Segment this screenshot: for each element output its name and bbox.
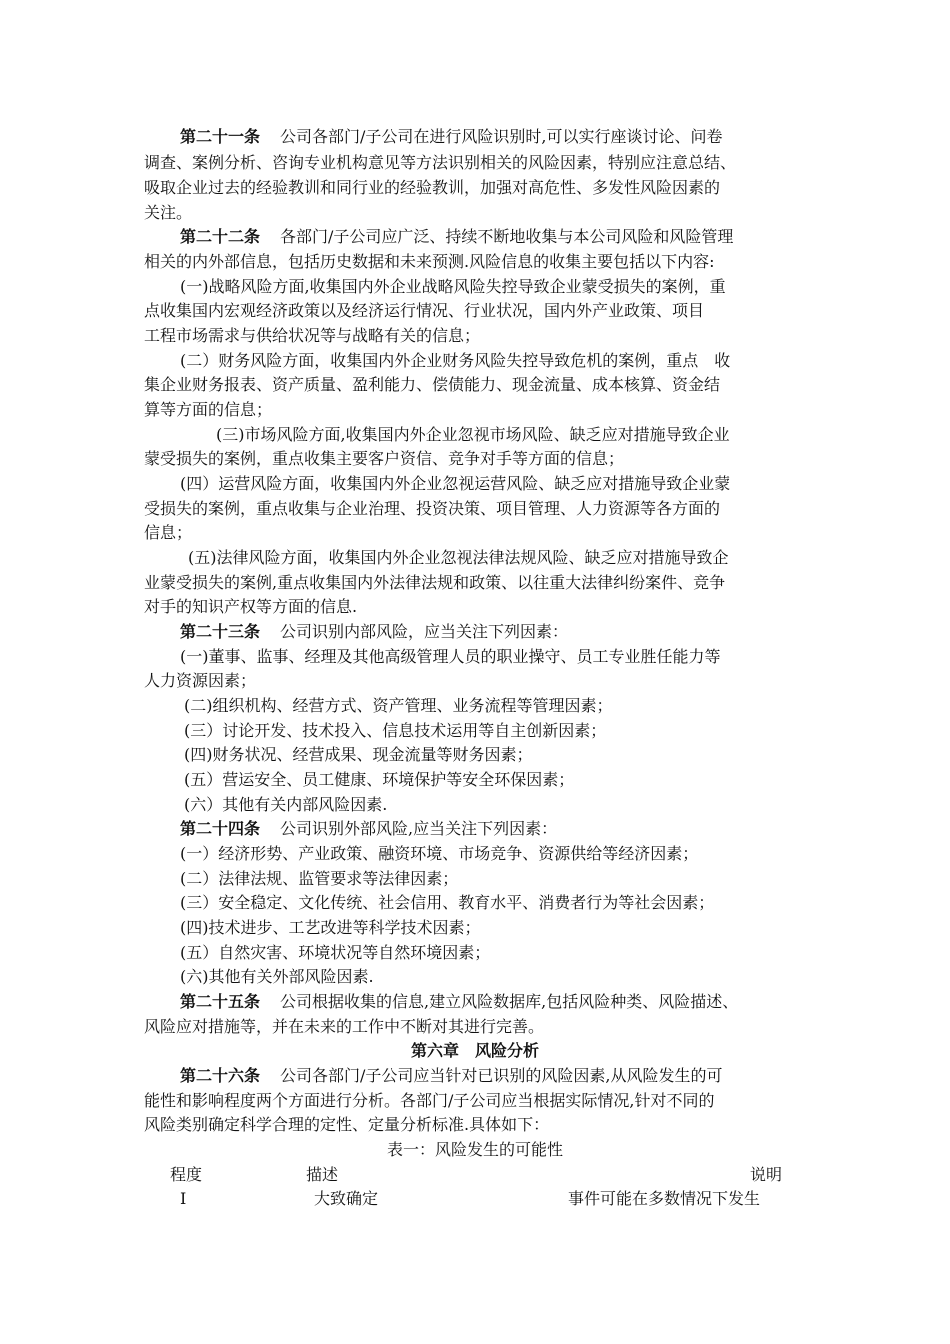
table-cell: 事件可能在多数情况下发生 <box>568 1189 761 1208</box>
list-item: (一)董事、监事、经理及其他高级管理人员的职业操守、员工专业胜任能力等 <box>180 647 721 666</box>
paragraph-line: 相关的内外部信息，包括历史数据和未来预测.风险信息的收集主要包括以下内容: <box>144 252 715 271</box>
list-item: (一）经济形势、产业政策、融资环境、市场竞争、资源供给等经济因素； <box>180 844 699 863</box>
article-heading: 第二十一条 <box>180 127 261 146</box>
table-caption: 表一：风险发生的可能性 <box>386 1140 563 1159</box>
article-heading: 第二十二条 <box>180 227 261 246</box>
paragraph-line: (三)市场风险方面,收集国内外企业忽视市场风险、缺乏应对措施导致企业 <box>216 425 730 444</box>
paragraph-line: 能性和影响程度两个方面进行分析。各部门/子公司应当根据实际情况,针对不同的 <box>144 1091 715 1110</box>
list-item: (四)财务状况、经营成果、现金流量等财务因素； <box>184 745 533 764</box>
list-item: (二)组织机构、经营方式、资产管理、业务流程等管理因素； <box>184 696 613 715</box>
paragraph-line: (一)战略风险方面,收集国内外企业战略风险失控导致企业蒙受损失的案例，重 <box>180 277 726 296</box>
article-23 <box>180 620 568 644</box>
list-item: (五）自然灾害、环境状况等自然环境因素； <box>180 943 491 962</box>
list-item: (六)其他有关外部风险因素. <box>180 967 374 986</box>
paragraph-line: 点收集国内宏观经济政策以及经济运行情况、行业状况，国内外产业政策、项目 <box>144 301 705 320</box>
article-24 <box>180 817 557 841</box>
table-header-cell: 描述 <box>306 1165 339 1184</box>
paragraph-line: 公司识别内部风险，应当关注下列因素： <box>280 622 569 641</box>
paragraph-line: 调查、案例分析、咨询专业机构意见等方法识别相关的风险因素，特别应注意总结、 <box>144 153 737 172</box>
list-item: (三）安全稳定、文化传统、社会信用、教育水平、消费者行为等社会因素； <box>180 893 715 912</box>
article-heading: 第二十四条 <box>180 819 261 838</box>
article-heading: 第二十六条 <box>180 1066 261 1085</box>
paragraph-line: 工程市场需求与供给状况等与战略有关的信息； <box>144 326 481 345</box>
paragraph-line: 受损失的案例，重点收集与企业治理、投资决策、项目管理、人力资源等各方面的 <box>144 499 721 518</box>
paragraph-line: 集企业财务报表、资产质量、盈利能力、偿债能力、现金流量、成本核算、资金结 <box>144 375 721 394</box>
paragraph-line: 业蒙受损失的案例,重点收集国内外法律法规和政策、以往重大法律纠纷案件、竞争 <box>144 573 726 592</box>
paragraph-line: 公司各部门/子公司应当针对已识别的风险因素,从风险发生的可 <box>280 1066 723 1085</box>
table-header-cell: 说明 <box>750 1165 783 1184</box>
table-header-cell: 程度 <box>170 1165 203 1184</box>
paragraph-line: (四）运营风险方面，收集国内外企业忽视运营风险、缺乏应对措施导致企业蒙 <box>180 474 731 493</box>
article-25 <box>180 990 738 1014</box>
list-item: (六）其他有关内部风险因素. <box>184 795 388 814</box>
paragraph-line: 蒙受损失的案例，重点收集主要客户资信、竞争对手等方面的信息； <box>144 449 625 468</box>
chapter-heading: 第六章 风险分析 <box>410 1041 539 1060</box>
paragraph-line: 各部门/子公司应广泛、持续不断地收集与本公司风险和风险管理 <box>280 227 734 246</box>
paragraph-line: 公司识别外部风险,应当关注下列因素： <box>280 819 558 838</box>
paragraph-line: (二）财务风险方面，收集国内外企业财务风险失控导致危机的案例，重点 收 <box>180 351 731 370</box>
paragraph-line: 公司根据收集的信息,建立风险数据库,包括风险种类、风险描述、 <box>280 992 739 1011</box>
paragraph-line: 风险应对措施等，并在未来的工作中不断对其进行完善。 <box>144 1017 545 1036</box>
paragraph-line: 风险类别确定科学合理的定性、定量分析标准.具体如下： <box>144 1115 550 1134</box>
paragraph-line: 信息； <box>144 523 193 542</box>
list-item: (四)技术进步、工艺改进等科学技术因素； <box>180 918 481 937</box>
list-item: (三）讨论开发、技术投入、信息技术运用等自主创新因素； <box>184 721 607 740</box>
list-item: 人力资源因素； <box>144 671 257 690</box>
article-22 <box>180 225 733 249</box>
paragraph-line: 算等方面的信息； <box>144 400 273 419</box>
paragraph-line: 对手的知识产权等方面的信息. <box>144 597 358 616</box>
article-heading: 第二十五条 <box>180 992 261 1011</box>
paragraph-line: 公司各部门/子公司在进行风险识别时,可以实行座谈讨论、问卷 <box>280 127 723 146</box>
list-item: (五）营运安全、员工健康、环境保护等安全环保因素； <box>184 770 575 789</box>
table-cell: 大致确定 <box>314 1189 379 1208</box>
paragraph-line: 吸取企业过去的经验教训和同行业的经验教训，加强对高危性、多发性风险因素的 <box>144 178 721 197</box>
article-heading: 第二十三条 <box>180 622 261 641</box>
article-26 <box>180 1064 723 1088</box>
list-item: (二）法律法规、监管要求等法律因素； <box>180 869 459 888</box>
paragraph-line: 关注。 <box>144 203 193 222</box>
table-cell: I <box>180 1189 187 1208</box>
article-21 <box>180 125 723 149</box>
paragraph-line: (五)法律风险方面，收集国内外企业忽视法律法规风险、缺乏应对措施导致企 <box>188 548 729 567</box>
